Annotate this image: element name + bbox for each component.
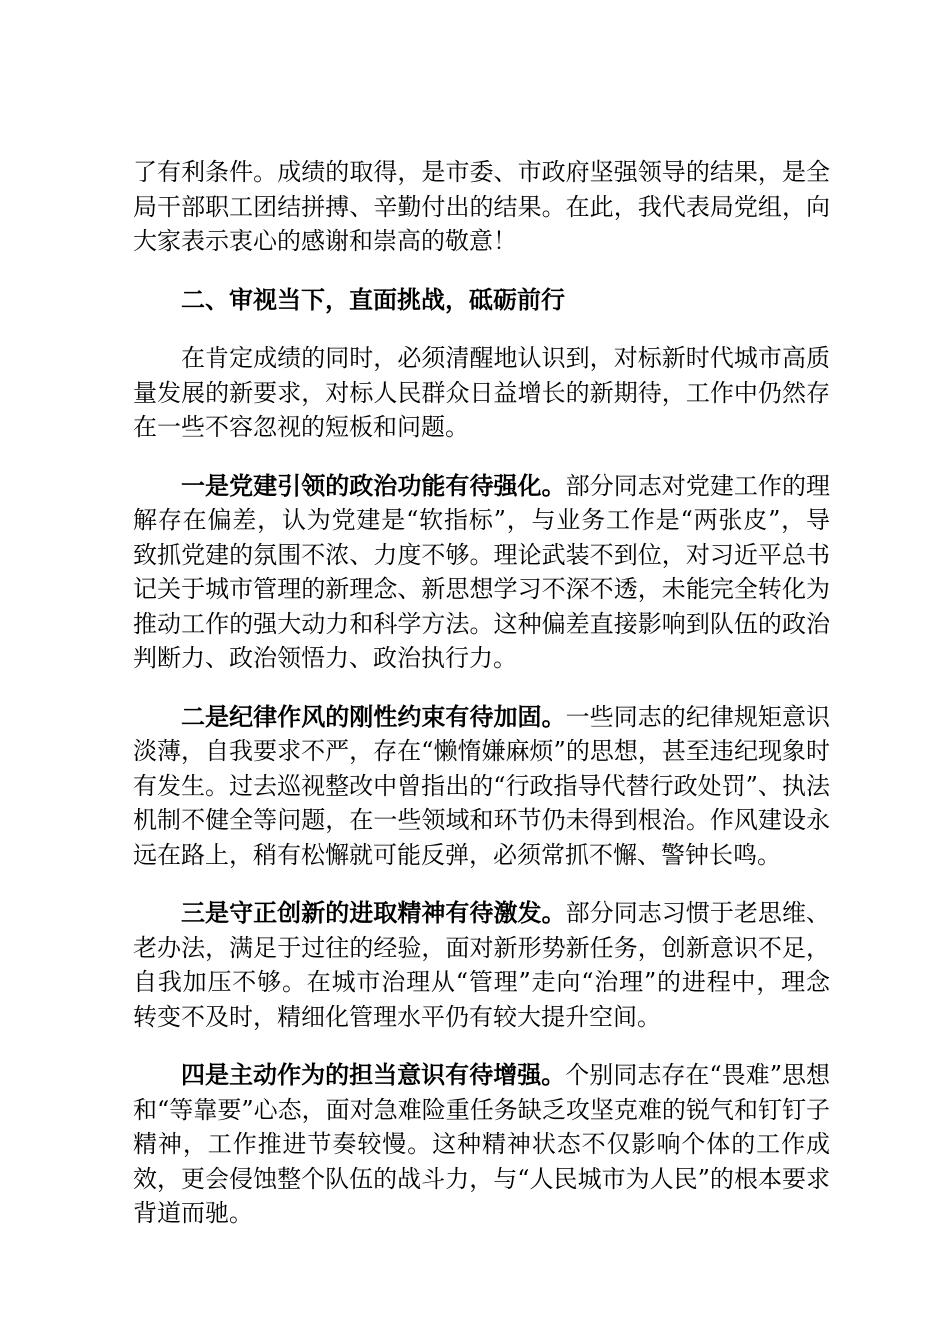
paragraph-lead: 三是守正创新的进取精神有待激发。: [181, 898, 566, 927]
section-heading: 二、审视当下，直面挑战，砥砺前行: [181, 284, 565, 314]
paragraph-continued: [133, 155, 830, 259]
paragraph-text: 部分同志习惯于老思维、老办法，满足于过往的经验，面对新形势新任务，创新意识不足，自我加压不够。在城市治理从“管理”走向“治理”的进程中，理念转变不及时，精细化管理水平仍有较大提升空间。: [133, 899, 831, 1031]
paragraph-text: 在肯定成绩的同时，必须清醒地认识到，对标新时代城市高质量发展的新要求，对标人民群众日益增长的新期待，工作中仍然存在一些不容忽视的短板和问题。: [133, 344, 830, 441]
paragraph-lead: 四是主动作为的担当意识有待增强。: [181, 1060, 566, 1089]
paragraph-text: 一些同志的纪律规矩意识淡薄，自我要求不严，存在“懒惰嫌麻烦”的思想，甚至违纪现象时有发生。过去巡视整改中曾指出的“行政指导代替行政处罚”、执法机制不健全等问题，在一些领域和环节仍未得到根治。作风建设永远在路上，稍有松懈就可能反弹，必须常抓不懈、警钟长鸣。: [133, 702, 831, 869]
paragraph-lead: 一是党建引领的政治功能有待强化。: [181, 470, 566, 500]
paragraph-lead: 二是纪律作风的刚性约束有待加固。: [181, 701, 566, 731]
paragraph-point-3: [133, 896, 830, 1034]
paragraph-point-2: [133, 700, 830, 873]
paragraph-text: 个别同志存在“畏难”思想和“等靠要”心态，面对急难险重任务缺乏攻坚克难的锐气和钉钉子精神，工作推进节奏较慢。这种精神状态不仅影响个体的工作成效，更会侵蚀整个队伍的战斗力，与“人民城市为人民”的根本要求背道而驰。: [133, 1061, 831, 1227]
paragraph-text: 了有利条件。成绩的取得，是市委、市政府坚强领导的结果，是全局干部职工团结拼搏、辛勤付出的结果。在此，我代表局党组，向大家表示衷心的感谢和崇高的敬意！: [133, 158, 830, 255]
paragraph-point-1: [133, 469, 830, 676]
paragraph-text: 部分同志对党建工作的理解存在偏差，认为党建是“软指标”，与业务工作是“两张皮”，导致抓党建的氛围不浓、力度不够。理论武装不到位，对习近平总书记关于城市管理的新理念、新思想学习不深不透，未能完全转化为推动工作的强大动力和科学方法。这种偏差直接影响到队伍的政治判断力、政治领悟力、政治执行力。: [133, 471, 831, 672]
paragraph-point-4: [133, 1058, 830, 1231]
document-page: [133, 155, 830, 1255]
paragraph-intro: [133, 341, 830, 445]
